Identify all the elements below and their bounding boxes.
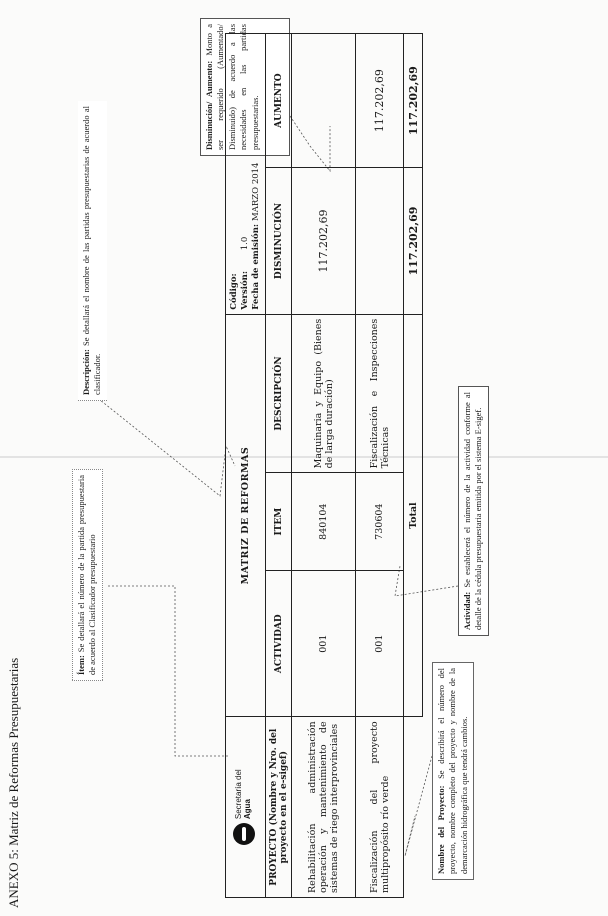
table-row: [292, 34, 356, 898]
fecha-value: MARZO 2014: [251, 162, 261, 221]
water-drop-logo-icon: [233, 823, 255, 845]
document-code-block: [226, 34, 266, 315]
total-row: [404, 34, 423, 898]
table-title-row: [226, 34, 266, 898]
row2-disminucion: [356, 168, 404, 314]
row1-actividad: 001: [292, 570, 356, 716]
header-aumento: AUMENTO: [265, 34, 291, 168]
logo-text: [235, 769, 253, 819]
callout-nombre-text: Se describirá el número del proyecto, nombre completo del proyecto y nombre de la demarcación hidrográfica que tendrá cambios.: [436, 667, 469, 874]
reform-matrix-table: [225, 33, 423, 898]
table-row: [356, 34, 404, 898]
callout-descripcion-text: Se detallará el nombre de las partidas presupuestarias de acuerdo al clasificador.: [81, 106, 103, 395]
row1-proyecto: Rehabilitación administración operación y mantenimiento de sistemas de riego interprovinciales: [292, 717, 356, 898]
total-disminucion: 117.202,69: [404, 168, 423, 314]
row1-disminucion: 117.202,69: [292, 168, 356, 314]
callout-item-text: Se detallará el número de la partida presupuestaria de acuerdo al Clasificador presupuestario: [76, 474, 98, 675]
callout-disminucion-text: Monto a ser requerido (Aumentado/ Disminuido) de acuerdo a las necesidades en las partidas presupuestarias.: [204, 24, 260, 150]
logo-line-2: Agua: [242, 799, 252, 820]
callout-descripcion-term: Descripción:: [81, 349, 91, 395]
codigo-label: Código:: [228, 273, 239, 310]
callout-descripcion: [78, 101, 107, 401]
callout-actividad-text: Se establecerá el número de la actividad conforme al detalle de la cédula presupuestaria emitida por el sistema E-sigef.: [462, 391, 484, 630]
row2-aumento: 117.202,69: [356, 34, 404, 168]
logo-line-1: Secretaría del: [234, 769, 244, 820]
matrix-title: MATRIZ DE REFORMAS: [226, 314, 266, 717]
row1-aumento: [292, 34, 356, 168]
row1-descripcion: Maquinaria y Equipo (Bienes de larga duración): [292, 314, 356, 473]
callout-disminucion-term: Disminución/ Aumento:: [204, 60, 214, 150]
header-descripcion: DESCRIPCIÓN: [265, 314, 291, 473]
callout-actividad-term: Actividad:: [462, 591, 472, 630]
row2-item: 730604: [356, 473, 404, 571]
annex-heading: ANEXO 5: Matriz de Reformas Presupuestarias: [6, 657, 21, 908]
version-value: 1.0: [239, 236, 250, 251]
callout-item: [72, 469, 103, 681]
total-aumento: 117.202,69: [404, 34, 423, 168]
row2-actividad: 001: [356, 570, 404, 716]
version-label: Versión:: [239, 271, 250, 310]
total-spacer: [404, 717, 423, 898]
row1-item: 840104: [292, 473, 356, 571]
header-item: ITEM: [265, 473, 291, 571]
total-label: Total: [404, 314, 423, 717]
row2-descripcion: Fiscalización e Inspecciones Técnicas: [356, 314, 404, 473]
row2-proyecto: Fiscalización del proyecto multipropósito río verde: [356, 717, 404, 898]
header-actividad: ACTIVIDAD: [265, 570, 291, 716]
callout-actividad: [458, 386, 489, 636]
header-proyecto: PROYECTO (Nombre y Nro. del proyecto en el e-sigef): [265, 717, 291, 898]
secretaria-agua-logo: [233, 769, 255, 845]
header-disminucion: DISMINUCIÓN: [265, 168, 291, 314]
fecha-label: Fecha de emisión:: [251, 223, 261, 310]
callout-nombre-term: Nombre del Proyecto:: [436, 785, 446, 874]
callout-nombre-proyecto: [432, 662, 474, 880]
column-header-row: [265, 34, 291, 898]
callout-item-term: Ítem:: [76, 655, 86, 675]
logo-cell: [226, 717, 266, 898]
